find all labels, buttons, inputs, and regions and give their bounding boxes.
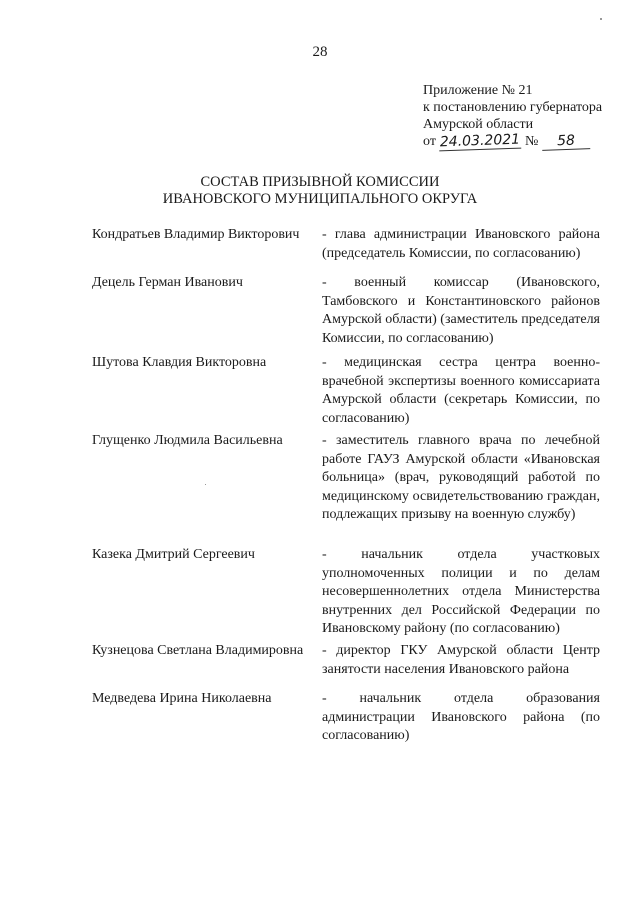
member-name: Шутова Клавдия Викторовна — [92, 355, 267, 370]
member-role: - начальник отдела образования администрации Ивановского района (по согласованию) — [322, 691, 600, 743]
member-name: Кондратьев Владимир Викторович — [92, 227, 300, 242]
heading-line-1: СОСТАВ ПРИЗЫВНОЙ КОМИССИИ — [200, 174, 440, 190]
page-number: 28 — [312, 44, 328, 60]
handwritten-date: 24.03.2021 — [440, 131, 521, 151]
member-role: - заместитель главного врача по лечебной работе ГАУЗ Амурской области «Ивановская больница» (врач, руководящий работой по медицинскому освидетельствованию граждан, подлежащих призыву на военную службу) — [322, 433, 600, 522]
appendix-date-line — [423, 133, 602, 150]
member-role: - директор ГКУ Амурской области Центр занятости населения Ивановского района — [322, 643, 600, 677]
member-name: Казека Дмитрий Сергеевич — [92, 547, 255, 562]
appendix-decree-ref: к постановлению губернатора — [423, 100, 603, 115]
member-name: Децель Герман Иванович — [92, 275, 243, 290]
date-prefix: от — [423, 134, 436, 149]
document-heading — [0, 174, 640, 208]
handwritten-number: 58 — [542, 133, 591, 151]
member-role: - медицинская сестра центра военно-врачебной экспертизы военного комиссариата Амурской области (секретарь Комиссии, по согласованию) — [322, 355, 600, 426]
appendix-block — [423, 82, 602, 150]
appendix-title: Приложение № 21 — [423, 83, 533, 98]
heading-line-2: ИВАНОВСКОГО МУНИЦИПАЛЬНОГО ОКРУГА — [162, 191, 478, 207]
member-name: Глущенко Людмила Васильевна — [92, 433, 283, 448]
appendix-region: Амурской области — [423, 117, 534, 132]
number-prefix: № — [524, 134, 539, 149]
member-role: - глава администрации Ивановского района (председатель Комиссии, по согласованию) — [322, 227, 600, 261]
member-name: Кузнецова Светлана Владимировна — [92, 643, 304, 658]
member-role: - военный комиссар (Ивановского, Тамбовского и Константиновского районов Амурской области) (заместитель председателя Комиссии, по согласованию) — [322, 275, 600, 346]
member-name: Медведева Ирина Николаевна — [92, 691, 272, 706]
member-role: - начальник отдела участковых уполномоченных полиции и по делам несовершеннолетних отдела Министерства внутренних дел Российской Федерации по Ивановскому району (по согласованию) — [322, 547, 600, 636]
scan-speck — [600, 18, 602, 20]
scan-speck — [205, 484, 206, 485]
